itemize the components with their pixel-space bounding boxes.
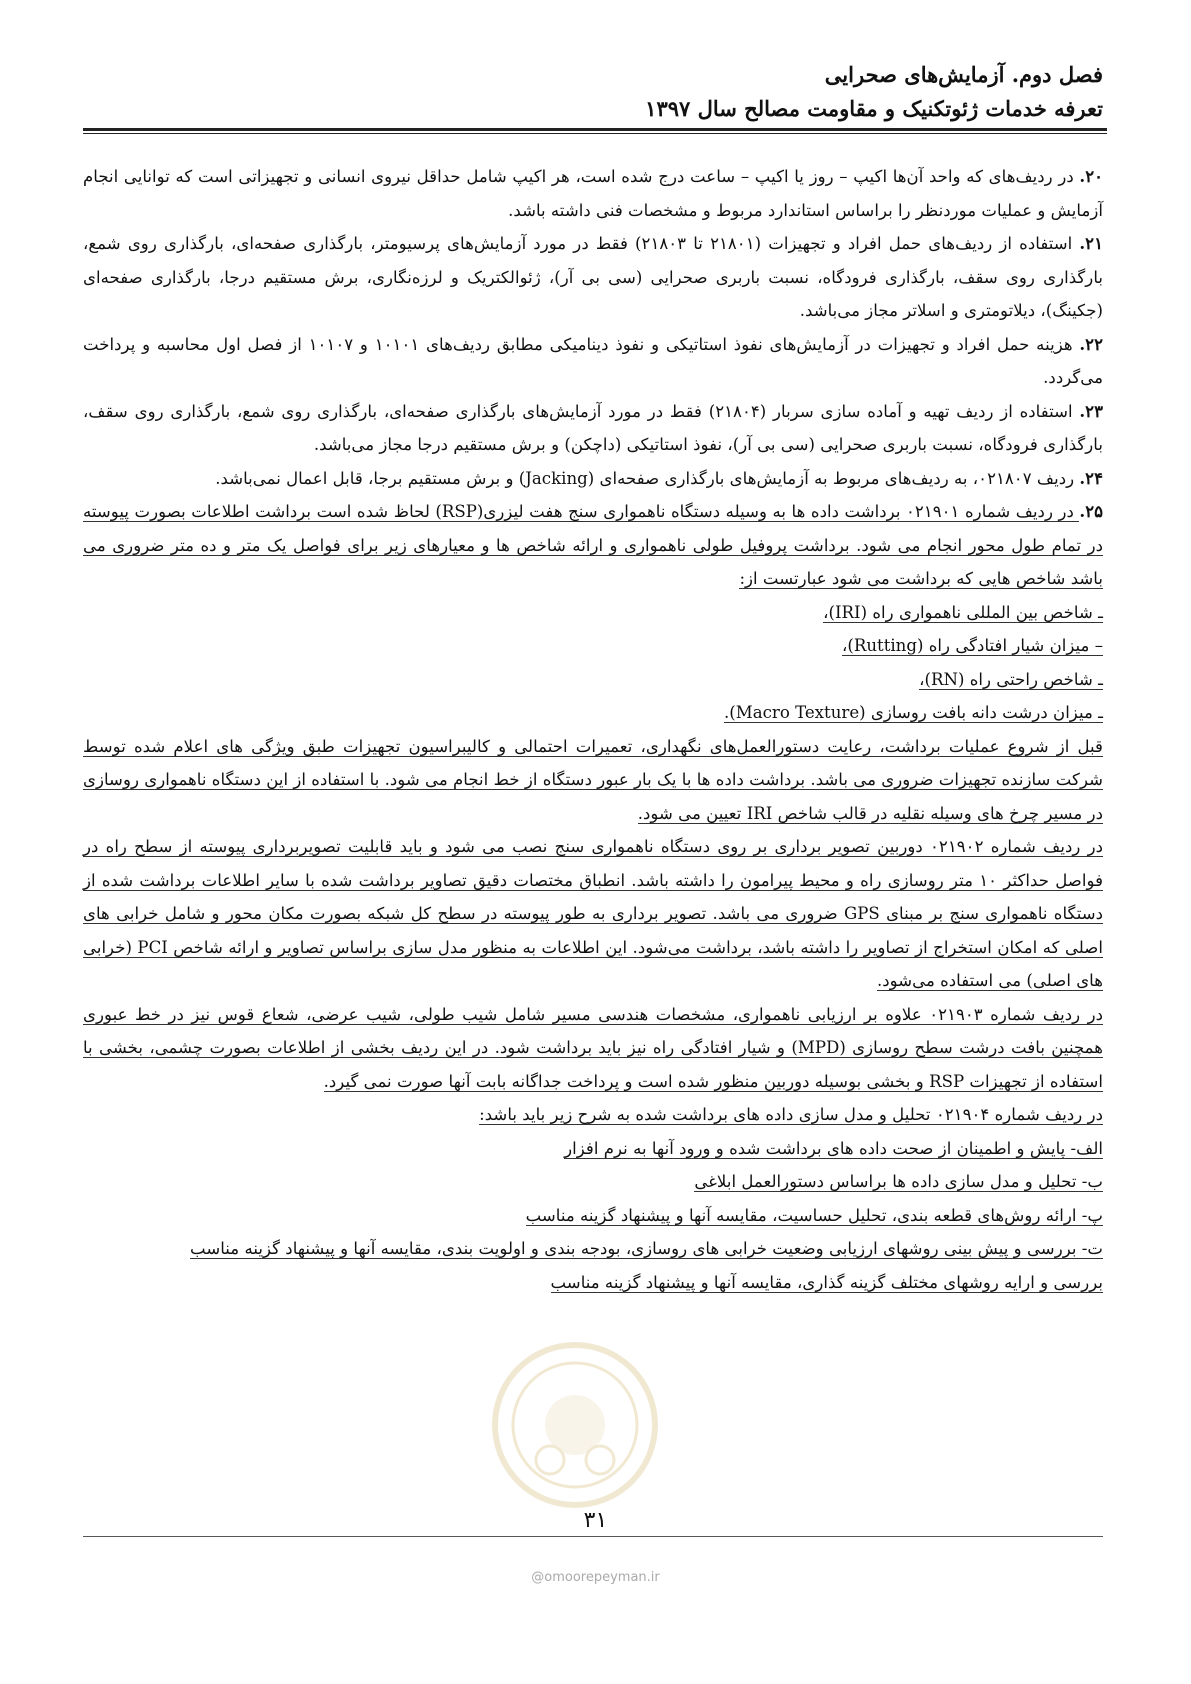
header-rule-thin	[83, 133, 1107, 134]
item-text: استفاده از ردیف‌های حمل افراد و تجهیزات (۲۱۸۰۱ تا ۲۱۸۰۳) فقط در مورد آزمایش‌های پرسیومتر، بارگذاری صفحه‌ای، بارگذاری روی شمع، بارگذاری روی سقف، بارگذاری فرودگاه، نسبت باربری صحرایی (سی بی آر)، ژئوالکتریک و لرزه‌نگاری، برش مستقیم درجا، بارگذاری صفحه‌ای (جکینگ)، دیلاتومتری و اسلاتر مجاز می‌باشد.	[83, 234, 1103, 320]
item-25	[83, 495, 1103, 596]
watermark-seal-icon	[490, 1340, 660, 1510]
item-22	[83, 328, 1103, 395]
paragraph-geometry	[83, 998, 1103, 1099]
item-21	[83, 227, 1103, 328]
item-text: استفاده از ردیف تهیه و آماده سازی سربار (۲۱۸۰۴) فقط در مورد آزمایش‌های بارگذاری صفحه‌ای، بارگذاری روی شمع، بارگذاری روی سقف، بارگذاری فرودگاه، نسبت باربری صحرایی (سی بی آر)، نفوذ استاتیکی (داچکن) و برش مستقیم درجا مجاز می‌باشد.	[83, 401, 1103, 454]
item-text: هزینه حمل افراد و تجهیزات در آزمایش‌های نفوذ استاتیکی و نفوذ دینامیکی مطابق ردیف‌های ۱۰۱۰۱ و ۱۰۱۰۷ از فصل اول محاسبه و پرداخت می‌گردد.	[83, 334, 1103, 387]
list-item	[83, 1266, 1103, 1300]
index-item	[83, 696, 1103, 730]
list-text: الف- پایش و اطمینان از صحت داده های برداشت شده و ورود آنها به نرم افزار	[564, 1138, 1103, 1158]
index-item	[83, 596, 1103, 630]
page-number: ۳۱	[583, 1508, 608, 1533]
item-text: در ردیف شماره ۰۲۱۹۰۱ برداشت داده ها به وسیله دستگاه ناهمواری سنج هفت لیزری(RSP) لحاظ شده است برداشت اطلاعات بصورت پیوسته در تمام طول محور انجام می شود. برداشت پروفیل طولی ناهمواری و ارائه شاخص ها و معیارهای زیر برای فواصل یک متر و ده متر ضروری می باشد شاخص هایی که برداشت می شود عبارتست از:	[83, 502, 1103, 588]
list-item	[83, 1132, 1103, 1166]
item-20	[83, 160, 1103, 227]
item-number: ۲۵.	[1079, 501, 1104, 521]
index-text: ـ شاخص بین المللی ناهمواری راه (IRI)،	[823, 602, 1103, 622]
chapter-title: فصل دوم. آزمایش‌های صحرایی	[824, 62, 1103, 87]
item-number: ۲۲.	[1079, 333, 1103, 354]
paragraph-camera	[83, 830, 1103, 998]
paragraph-calibration	[83, 730, 1103, 831]
paragraph-text: در ردیف شماره ۰۲۱۹۰۳ علاوه بر ارزیابی ناهمواری، مشخصات هندسی مسیر شامل شیب طولی، شیب عرضی، شعاع قوس نیز در خط عبوری همچنین بافت درشت سطح روسازی (MPD) و شیار افتادگی راه نیز باید برداشت شود. در این ردیف بخشی از اطلاعات بصورت چشمی، بخشی با استفاده از تجهیزات RSP و بخشی بوسیله دوربین منظور شده است و پرداخت جداگانه بابت آنها صورت نمی گیرد.	[83, 1004, 1104, 1091]
list-item	[83, 1232, 1103, 1266]
item-number: ۲۰.	[1079, 166, 1104, 186]
paragraph-text: در ردیف شماره ۰۲۱۹۰۲ دوربین تصویر برداری بر روی دستگاه ناهمواری سنج نصب می شود و باید قابلیت تصویربرداری پیوسته از سطح راه در فواصل حداکثر ۱۰ متر روسازی راه و محیط پیرامون را داشته باشد. انطباق مختصات دقیق تصاویر برداشت شده با سایر اطلاعات برداشت شده از دستگاه ناهمواری سنج بر مبنای GPS ضروری می باشد. تصویر برداری به طور پیوسته در سطح کل شبکه بصورت مکان محور و شامل خرابی های اصلی که امکان استخراج از تصاویر را داشته باشد، برداشت می‌شود. این اطلاعات به منظور مدل سازی براساس تصاویر و ارائه شاخص PCI (خرابی های اصلی) می استفاده می‌شود.	[83, 837, 1103, 990]
index-item	[83, 663, 1103, 697]
item-number: ۲۴.	[1079, 467, 1103, 488]
item-24	[83, 462, 1103, 496]
index-text: ـ شاخص راحتی راه (RN)،	[919, 669, 1103, 689]
list-text: ت- بررسی و پیش بینی روشهای ارزیابی وضعیت خرابی های روسازی، بودجه بندی و اولویت بندی، مقایسه آنها و پیشنهاد گزینه مناسب	[190, 1239, 1103, 1258]
list-item	[83, 1199, 1103, 1233]
header-rule	[83, 128, 1107, 131]
document-subtitle: تعرفه خدمات ژئوتکنیک و مقاومت مصالح سال ۱۳۹۷	[645, 96, 1103, 121]
index-text: – میزان شیار افتادگی راه (Rutting)،	[842, 636, 1103, 655]
item-number: ۲۱.	[1079, 233, 1103, 253]
item-text: در ردیف‌های که واحد آن‌ها اکیپ – روز یا اکیپ – ساعت درج شده است، هر اکیپ شامل حداقل نیروی انسانی و تجهیزاتی است که توانایی انجام آزمایش و عملیات موردنظر را براساس استاندارد مربوط و مشخصات فنی داشته باشد.	[83, 167, 1103, 220]
paragraph-text: در ردیف شماره ۰۲۱۹۰۴ تحلیل و مدل سازی داده های برداشت شده به شرح زیر باید باشد:	[479, 1105, 1103, 1124]
document-body	[83, 160, 1103, 1299]
list-text: ب- تحلیل و مدل سازی داده ها براساس دستورالعمل ابلاغی	[694, 1172, 1103, 1191]
index-item	[83, 629, 1103, 663]
list-text: بررسی و ارایه روشهای مختلف گزینه گذاری، مقایسه آنها و پیشنهاد گزینه مناسب	[550, 1272, 1103, 1292]
footer-rule	[83, 1536, 1103, 1537]
paragraph-analysis	[83, 1098, 1103, 1132]
item-23	[83, 395, 1103, 462]
footer-website: @omoorepeyman.ir	[531, 1570, 660, 1585]
list-text: پ- ارائه روش‌های قطعه بندی، تحلیل حساسیت، مقایسه آنها و پیشنهاد گزینه مناسب	[525, 1205, 1103, 1225]
paragraph-text: قبل از شروع عملیات برداشت، رعایت دستورالعمل‌های نگهداری، تعمیرات احتمالی و کالیبراسیون تجهیزات طبق ویژگی های اعلام شده توسط شرکت سازنده تجهیزات ضروری می باشد. برداشت داده ها با یک بار عبور دستگاه از خط انجام می شود. با استفاده از این دستگاه ناهمواری روسازی در مسیر چرخ های وسیله نقلیه در قالب شاخص IRI تعیین می شود.	[83, 736, 1103, 823]
list-item	[83, 1165, 1103, 1199]
page-header	[83, 58, 1103, 126]
item-number: ۲۳.	[1079, 400, 1103, 421]
item-text: ردیف ۰۲۱۸۰۷، به ردیف‌های مربوط به آزمایش‌های بارگذاری صفحه‌ای (Jacking) و برش مستقیم برجا، قابل اعمال نمی‌باشد.	[215, 468, 1080, 488]
index-text: ـ میزان درشت دانه بافت روسازی (Macro Texture).	[723, 703, 1103, 722]
